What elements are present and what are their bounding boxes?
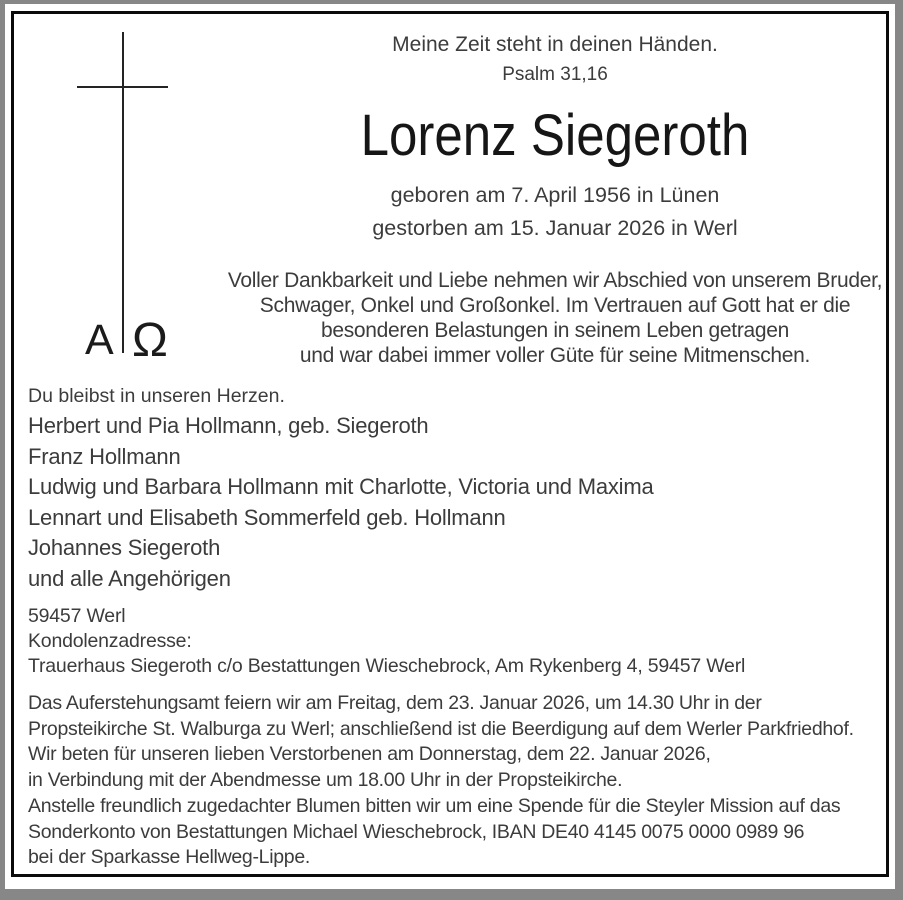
mourners-list (28, 411, 654, 594)
inner-frame (11, 11, 889, 877)
cross-vertical-bar (122, 32, 124, 353)
address-line: Trauerhaus Siegeroth c/o Bestattungen Wieschebrock, Am Rykenberg 4, 59457 Werl (28, 655, 746, 677)
service-line: Das Auferstehungsamt feiern wir am Freitag, dem 23. Januar 2026, um 14.30 Uhr in der (28, 692, 762, 714)
mourner-line: Franz Hollmann (28, 443, 181, 469)
mourner-line: Johannes Siegeroth (28, 535, 221, 560)
address-city: 59457 Werl (28, 605, 126, 627)
donation-line: Anstelle freundlich zugedachter Blumen bitten wir um eine Spende für die Steyler Mission auf das (28, 795, 841, 817)
epigraph-quote: Meine Zeit steht in deinen Händen. (392, 33, 718, 56)
birth-line: geboren am 7. April 1956 in Lünen (390, 183, 720, 207)
epigraph-source: Psalm 31,16 (502, 64, 608, 85)
prayer-line: Wir beten für unseren lieben Verstorbenen am Donnerstag, dem 22. Januar 2026, (28, 743, 711, 765)
prayer-line: in Verbindung mit der Abendmesse um 18.00 Uhr in der Propsteikirche. (28, 768, 623, 791)
tribute-line: Schwager, Onkel und Großonkel. Im Vertrauen auf Gott hat er die (259, 294, 851, 317)
tribute-line: Voller Dankbarkeit und Liebe nehmen wir Abschied von unserem Bruder, (227, 269, 883, 292)
tribute-paragraph (205, 268, 903, 368)
address-label: Kondolenzadresse: (28, 630, 192, 652)
life-dates (205, 179, 903, 245)
mourner-line: Lennart und Elisabeth Sommerfeld geb. Hollmann (28, 504, 506, 530)
donation-line: bei der Sparkasse Hellweg-Lippe. (28, 846, 310, 868)
cross-horizontal-bar (77, 86, 168, 88)
mourner-line: Herbert und Pia Hollmann, geb. Siegeroth (28, 413, 429, 438)
alpha-symbol: A (85, 316, 114, 364)
remembrance-line: Du bleibst in unseren Herzen. (28, 385, 285, 407)
donation-paragraph (28, 794, 840, 871)
deceased-name: Lorenz Siegeroth (360, 103, 750, 168)
service-paragraph (28, 691, 854, 742)
tribute-line: besonderen Belastungen in seinem Leben getragen (320, 319, 790, 342)
obituary-page (5, 4, 895, 889)
service-line: Propsteikirche St. Walburga zu Werl; anschließend ist die Beerdigung auf dem Werler Parkfriedhof. (28, 717, 854, 740)
omega-symbol: Ω (132, 314, 168, 367)
prayer-paragraph (28, 742, 711, 793)
donation-line: Sonderkonto von Bestattungen Michael Wieschebrock, IBAN DE40 4145 0075 0000 0989 96 (28, 820, 805, 843)
death-line: gestorben am 15. Januar 2026 in Werl (372, 216, 738, 240)
condolence-address-block (28, 604, 745, 679)
mourner-line: und alle Angehörigen (28, 565, 231, 591)
mourner-line: Ludwig und Barbara Hollmann mit Charlotte, Victoria und Maxima (28, 474, 654, 499)
tribute-line: und war dabei immer voller Güte für seine Mitmenschen. (299, 344, 811, 367)
